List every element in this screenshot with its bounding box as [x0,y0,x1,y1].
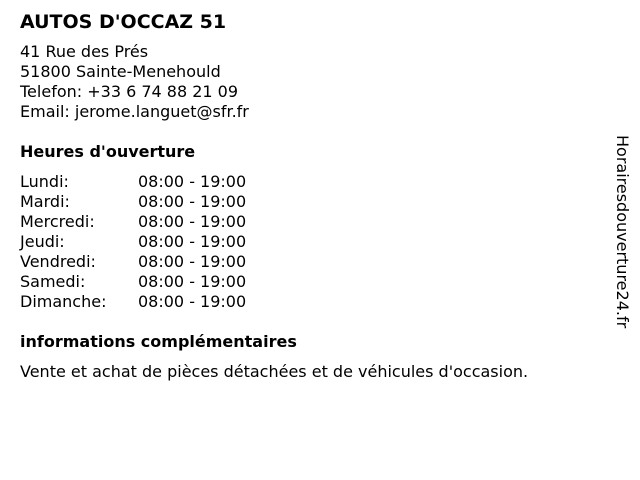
opening-hours-title: Heures d'ouverture [20,142,196,161]
hours-day: Jeudi: [20,232,65,251]
hours-time: 08:00 - 19:00 [138,212,247,231]
hours-row-sunday [20,292,600,312]
address-city: 51800 Sainte-Menehould [20,62,221,81]
hours-time: 08:00 - 19:00 [138,192,247,211]
additional-info-text: Vente et achat de pièces détachées et de véhicules d'occasion. [20,362,529,381]
hours-row-tuesday [20,192,600,212]
hours-time: 08:00 - 19:00 [138,292,247,311]
hours-day: Mercredi: [20,212,95,231]
hours-day: Mardi: [20,192,70,211]
hours-row-friday [20,252,600,272]
site-watermark [612,135,632,345]
additional-info-title: informations complémentaires [20,332,297,351]
hours-day: Lundi: [20,172,69,191]
email-address: Email: jerome.languet@sfr.fr [20,102,249,121]
hours-time: 08:00 - 19:00 [138,172,247,191]
business-name: AUTOS D'OCCAZ 51 [20,11,227,33]
hours-day: Vendredi: [20,252,96,271]
opening-hours-list [20,172,600,312]
business-card [20,10,600,382]
hours-row-wednesday [20,212,600,232]
hours-row-thursday [20,232,600,252]
hours-row-monday [20,172,600,192]
address-street: 41 Rue des Prés [20,42,149,61]
watermark-text: Horairesdouverture24.fr [613,135,632,329]
hours-day: Samedi: [20,272,86,291]
hours-day: Dimanche: [20,292,107,311]
hours-time: 08:00 - 19:00 [138,272,247,291]
hours-row-saturday [20,272,600,292]
phone-number: Telefon: +33 6 74 88 21 09 [20,82,239,101]
hours-time: 08:00 - 19:00 [138,252,247,271]
hours-time: 08:00 - 19:00 [138,232,247,251]
